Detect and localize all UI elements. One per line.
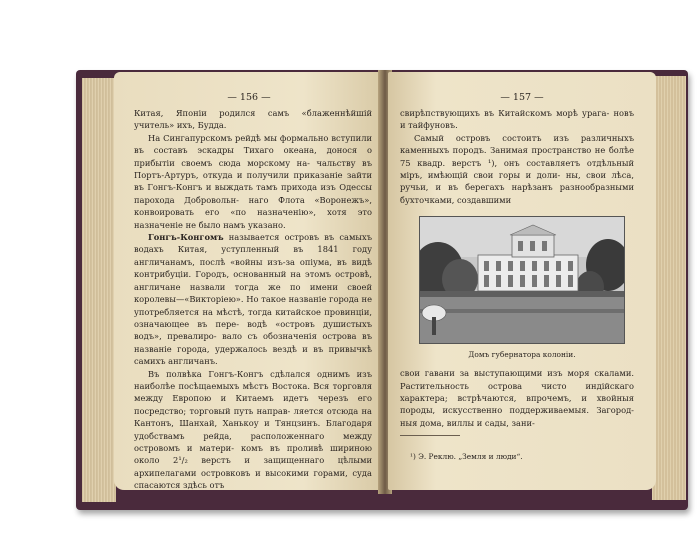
page-edges-left <box>82 78 116 502</box>
text-line: донося о прибытіи своемъ сюда морскому на- <box>134 145 372 168</box>
page-number-right: — 157 — <box>500 92 544 103</box>
text-line: называется островъ въ самыхъ <box>223 232 372 243</box>
text-line: такое названіе города не употребляется на мѣстѣ, <box>134 294 372 317</box>
text-line: намъ указано. <box>223 219 286 230</box>
text-line: характера; встрѣчаются, впрочемъ, и хвойныя <box>400 393 634 404</box>
footnote: ¹) Э. Реклю. „Земля и люди“. <box>410 452 523 462</box>
text-line: приказаніе зайти въ Гонгъ-Конгъ и выждать <box>134 170 373 193</box>
text-line: ляется отсюда на Кантонъ, Шанхай, Ханькоу <box>134 405 372 429</box>
right-page-text-bottom <box>388 367 656 429</box>
governor-house-photo <box>419 216 625 344</box>
text-line: новъ и тайфуновъ. <box>400 108 634 131</box>
paragraph <box>400 367 634 429</box>
text-line: водахъ Китая, уступленный въ 1841 году <box>134 244 372 255</box>
text-line: учитель» ихъ, Будда. <box>134 120 227 131</box>
open-book <box>76 64 696 510</box>
text-line: тамъ прихода изъ Одессы парохода Добровольн- <box>134 182 372 205</box>
right-page-text-top <box>388 107 656 206</box>
text-line: отдѣльный міръ, имѣющій свои горы и доли- <box>400 157 634 181</box>
footnote-rule <box>400 435 460 436</box>
text-line: Самый островъ состоитъ изъ различныхъ <box>414 132 634 143</box>
text-line: свои гавани за выступающими изъ моря скалами. <box>400 368 634 379</box>
text-line: ны, свои лѣса, ручьи, и въ берегахъ нарѣзанъ <box>400 170 634 193</box>
text-line: черезъ его посредство; торговый путь направ- <box>134 393 372 416</box>
text-line: чальству въ Портъ-Артуръ, откуда и получили <box>134 157 372 181</box>
text-line: тогда китайское провинціи, означающее въ пере- <box>134 306 372 329</box>
text-line: водѣ «островъ душистыхъ водъ», превалиро- <box>134 318 372 342</box>
text-line: вало съ обозначенія острова въ названіе <box>134 331 372 354</box>
text-line: расположеннаго между островомъ и матери- <box>134 430 372 453</box>
text-line: ныя дома, виллы и сады, зани- <box>400 417 535 428</box>
text-line: болѣе 75 квадр. верстъ ¹), онъ составляетъ <box>400 145 634 168</box>
text-line: породы, искусственно поддерживаемыя. Загород- <box>400 405 634 416</box>
text-line: самихъ англичанъ. <box>134 356 218 367</box>
text-line: разнообразными бухточками, создавшими <box>400 182 634 205</box>
text-line: защищеннаго цѣлыми архипелагами островковъ <box>134 455 372 478</box>
text-line: этомъ островѣ, англичане назвали тогда же <box>134 269 373 292</box>
text-line: назначенію», хотя это назначеніе не было <box>134 207 372 230</box>
text-line: города, удержалось вездѣ и въ привычкѣ <box>177 343 372 354</box>
text-line: изъ наиболѣе посѣщаемыхъ мѣстъ Востока. <box>134 368 372 391</box>
paragraph <box>134 368 372 490</box>
paragraph <box>134 132 372 231</box>
text-line: въ видѣ контрибуціи. Городъ, основанный на <box>134 256 372 280</box>
text-line: Растительность острова чисто индійскаго <box>400 380 634 391</box>
text-line: свирѣпствующихъ въ Китайскомъ морѣ урага- <box>400 108 614 118</box>
text-line: вступили въ составъ эскадры Тихаго океана, <box>134 132 372 156</box>
text-line: комъ въ проливѣ шириною около 2¹/₂ верстъ и <box>134 442 372 466</box>
photo-caption: Домъ губернатора колоніи. <box>468 350 576 360</box>
text-line: каменныхъ породъ. Занимая пространство не <box>400 145 609 156</box>
bold-term: Гонгъ-Конгомъ <box>148 232 224 243</box>
paragraph <box>134 107 372 132</box>
building-illustration <box>420 217 624 343</box>
text-line: Вся торговля между Европою и Китаемъ идетъ <box>134 380 372 404</box>
page-edges-right <box>652 76 686 500</box>
left-page-text <box>114 107 384 490</box>
text-line: и высокими горами, суда спасаются здѣсь отъ <box>134 467 372 490</box>
text-line: англичанамъ, послѣ «войны изъ-за опіума, <box>134 256 337 267</box>
page-number-left: — 156 — <box>227 92 271 103</box>
text-line: Китая, Японіи родился самъ «блаженнѣйшій <box>134 108 372 118</box>
paragraph <box>400 132 634 206</box>
paragraph <box>134 231 372 367</box>
right-page <box>388 72 656 490</box>
paragraph <box>400 107 634 132</box>
text-line: Въ полвѣка Гонгъ-Конгъ сдѣлался однимъ <box>148 368 357 379</box>
text-line: и Тянцзинъ. Благодаря удобствамъ рейда, <box>134 418 372 441</box>
text-line: На Сингапурскомъ рейдѣ мы формально <box>148 132 332 143</box>
text-line: наго Флота «Воронежъ», конвоировать его «по <box>134 194 372 218</box>
left-page <box>114 72 384 490</box>
text-line: по имени своей королевы—«Викторіею». Но <box>134 281 372 305</box>
